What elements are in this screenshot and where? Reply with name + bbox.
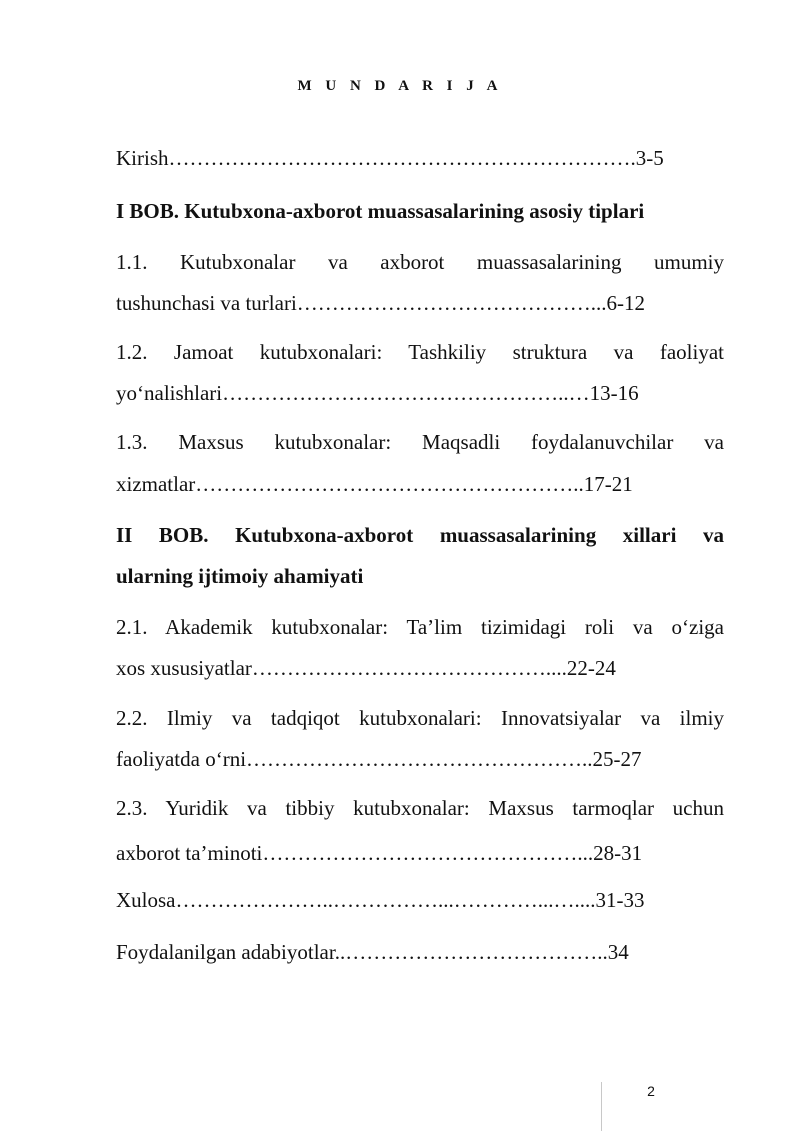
- toc-entry-1-3-line1: 1.3. Maxsus kutubxonalar: Maqsadli foydalanuvchilar va: [116, 430, 724, 454]
- toc-entry-2-3-line2: axborot ta’minoti………………………………………...28-31: [116, 841, 643, 865]
- toc-entry-kirish: Kirish………………………………………………………….3-5: [116, 146, 664, 170]
- toc-entry-2-2-line2: faoliyatda o‘rni…………………………………………..25-27: [116, 747, 642, 771]
- toc-entry-2-2-line1: 2.2. Ilmiy va tadqiqot kutubxonalari: Innovatsiyalar va ilmiy: [116, 706, 724, 730]
- footer-divider: [601, 1082, 602, 1131]
- toc-entry-1-3-line2: xizmatlar………………………………………………..17-21: [116, 472, 633, 496]
- toc-entry-1-2-line2: yo‘nalishlari…………………………………………..…13-16: [116, 381, 639, 405]
- toc-chapter-1: I BOB. Kutubxona-axborot muassasalarining asosiy tiplari: [116, 199, 645, 223]
- toc-entry-1-1-line2: tushunchasi va turlari……………………………………...6-12: [116, 291, 646, 315]
- toc-entry-2-3-line1: 2.3. Yuridik va tibbiy kutubxonalar: Maxsus tarmoqlar uchun: [116, 796, 724, 820]
- toc-entry-1-1-line1: 1.1. Kutubxonalar va axborot muassasalarining umumiy: [116, 250, 724, 274]
- toc-entry-1-2-line1: 1.2. Jamoat kutubxonalari: Tashkiliy struktura va faoliyat: [116, 340, 724, 364]
- toc-entry-2-1-line2: xos xususiyatlar……………………………………....22-24: [116, 656, 616, 680]
- toc-entry-adabiyotlar: Foydalanilgan adabiyotlar..………………………………..34: [116, 940, 629, 964]
- toc-chapter-2-line1: II BOB. Kutubxona-axborot muassasalarining xillari va: [116, 523, 724, 547]
- toc-heading: M U N D A R I J A: [297, 78, 503, 94]
- page-number: 2: [647, 1083, 655, 1099]
- toc-entry-xulosa: Xulosa…………………..……………...…………...…....31-33: [116, 888, 645, 912]
- toc-entry-2-1-line1: 2.1. Akademik kutubxonalar: Ta’lim tizimidagi roli va o‘ziga: [116, 615, 724, 639]
- toc-chapter-2-line2: ularning ijtimoiy ahamiyati: [116, 564, 364, 588]
